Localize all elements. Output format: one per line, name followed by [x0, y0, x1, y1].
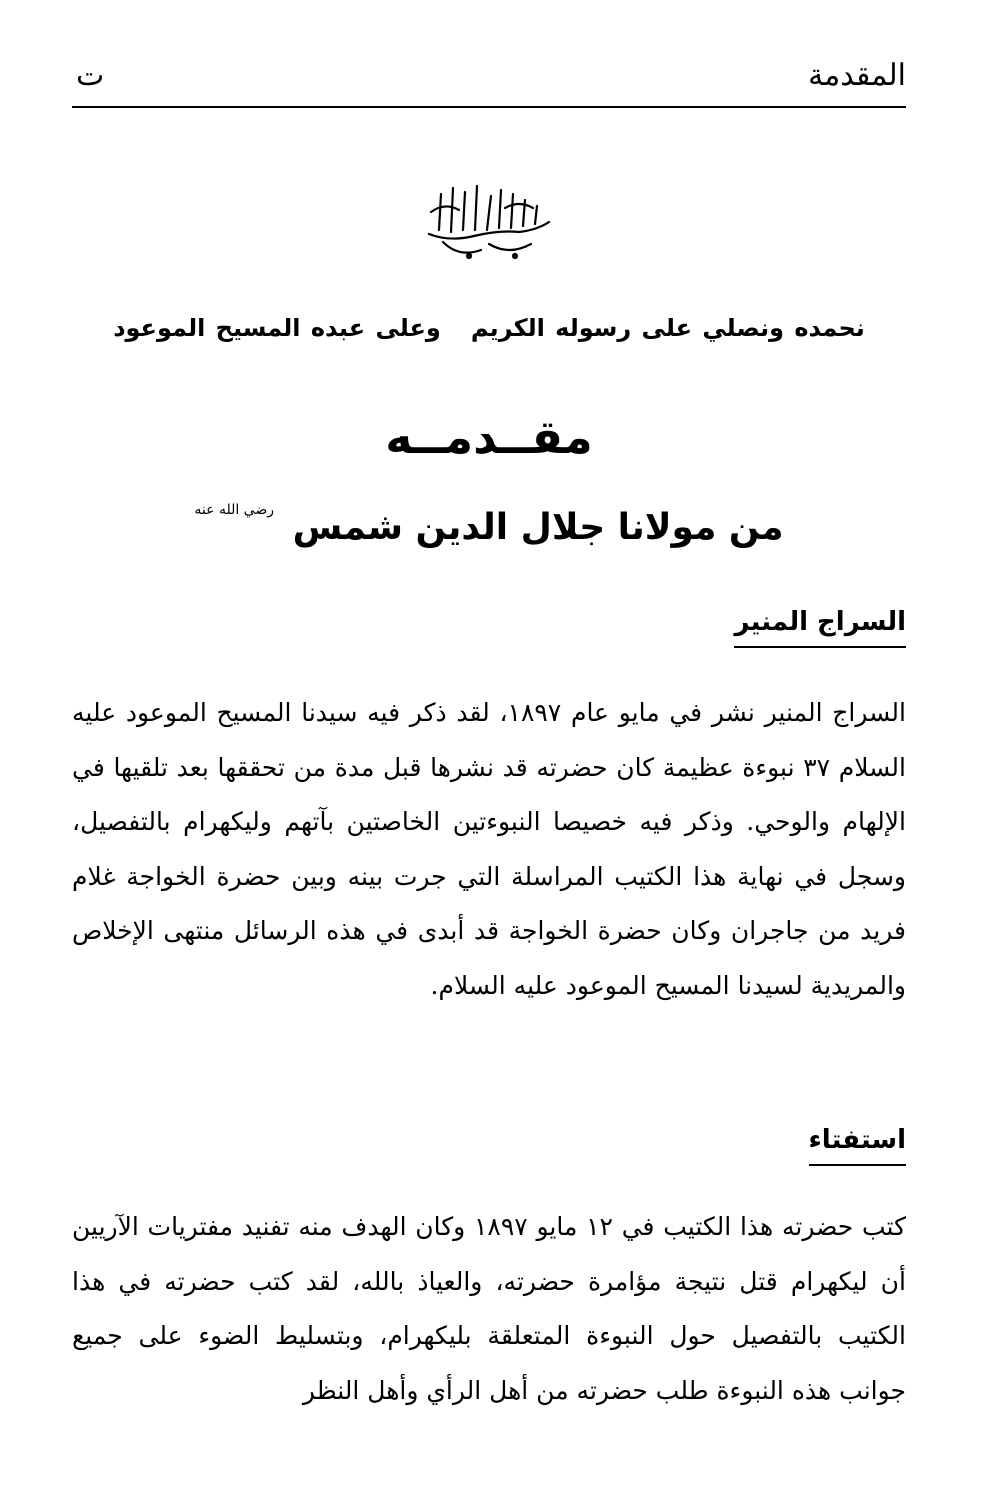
dedication-part-2: وعلى عبده المسيح الموعود [113, 314, 441, 342]
page-number: ت [76, 58, 105, 93]
subtitle-text: من مولانا جلال الدين شمس [292, 507, 784, 548]
book-page [72, 0, 906, 1503]
section-heading-istifta: استفتاء [809, 1120, 906, 1166]
dedication-line [72, 308, 906, 348]
basmala-calligraphy [419, 172, 559, 262]
main-title: مقــدمــه [385, 410, 593, 464]
honorific-mark: رضي الله عنه [194, 502, 275, 518]
section-paragraph-siraj: السراج المنير نشر في مايو عام ١٨٩٧، لقد ذكر فيه سيدنا المسيح الموعود عليه السلام ٣٧ نبوءة عظيمة كان حضرته قد نشرها قبل مدة من تحققها بعد تلقيها في الإلهام والوحي. وذكر فيه خصيصا النبوءتين الخاصتين بآتهم وليكهرام بالتفصيل، وسجل في نهاية هذا الكتيب المراسلة التي جرت بينه وبين حضرة الخواجة غلام فريد من جاجران وكان حضرة الخواجة قد أبدى في هذه الرسائل منتهى الإخلاص والمريدية لسيدنا المسيح الموعود عليه السلام. [72, 698, 906, 1000]
basmala-calligraphy-icon [419, 172, 559, 262]
header-rule [72, 106, 906, 108]
subtitle [72, 500, 906, 556]
dedication-part-1: نحمده ونصلي على رسوله الكريم [470, 314, 865, 342]
section-paragraph-istifta: كتب حضرته هذا الكتيب في ١٢ مايو ١٨٩٧ وكان الهدف منه تفنيد مفتريات الآريين أن ليكهرام قتل نتيجة مؤامرة حضرته، والعياذ بالله، لقد كتب حضرته في هذا الكتيب بالتفصيل حول النبوءة المتعلقة بليكهرام، وبتسليط الضوء على جميع جوانب هذه النبوءة طلب حضرته من أهل الرأي وأهل النظر [72, 1212, 906, 1405]
section-heading-siraj: السراج المنير [734, 602, 906, 648]
running-header [72, 52, 906, 102]
header-title: المقدمة [808, 58, 906, 93]
